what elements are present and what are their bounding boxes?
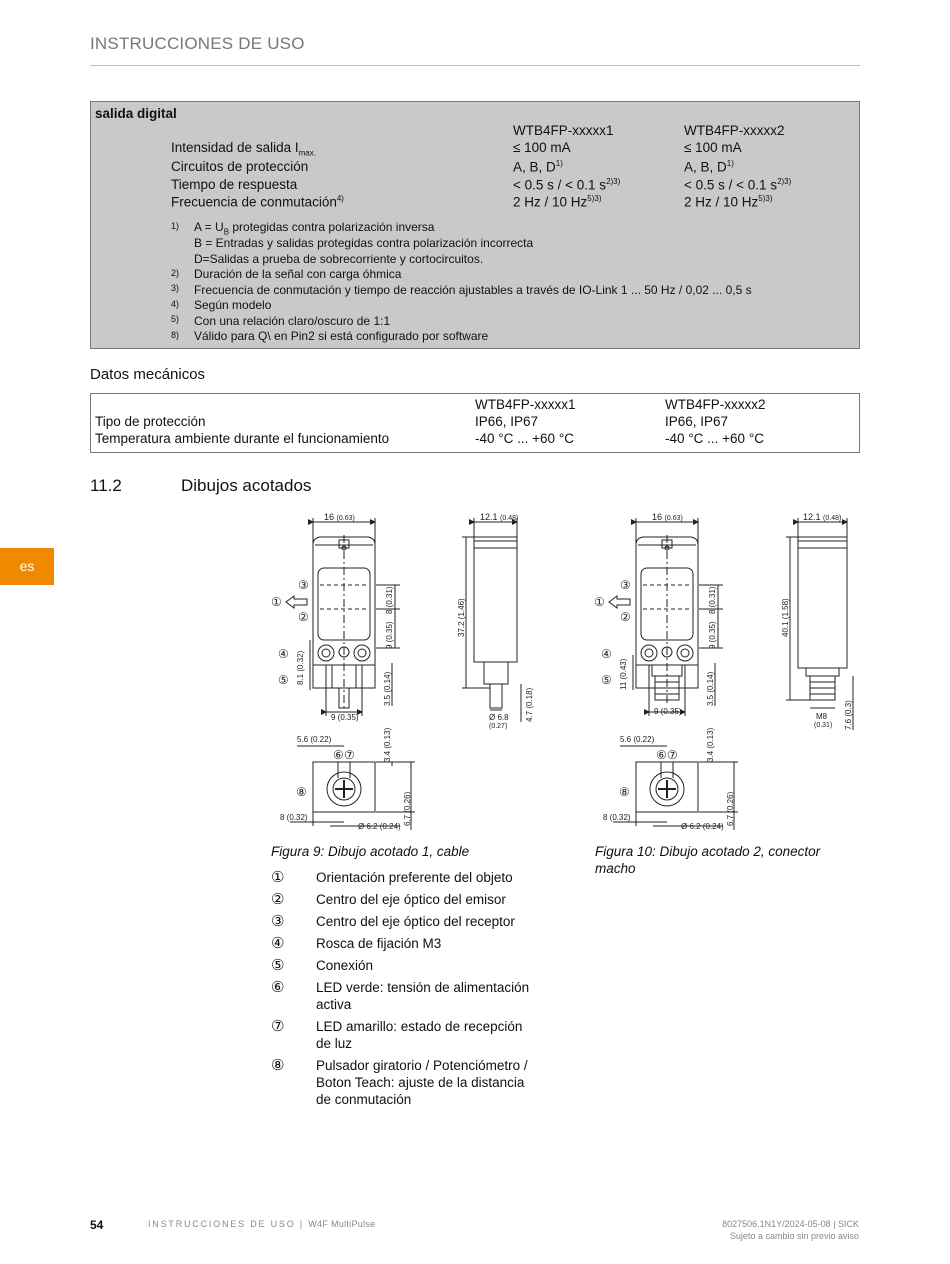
row-value: A, B, $D^{1)}$ <box>513 159 563 175</box>
row-value: -40 °C ... +60 °C <box>665 431 764 446</box>
marker-3: ③ <box>620 578 631 592</box>
dim-text: 9 (0.35) <box>708 621 717 649</box>
dim-text: 11 (0.43) <box>619 658 628 690</box>
dim-text: 12.1 (0.48) <box>480 512 519 522</box>
footnote-text: B = Entradas y salidas protegidas contra polarización incorrecta <box>194 236 534 250</box>
dim-text: 9 (0.35) <box>331 713 359 722</box>
row-value: 2 Hz / 10 $Hz^{5)3)}$ <box>513 194 602 210</box>
row-label-protection-circuits: Circuitos de protección <box>171 159 309 174</box>
footer-note: Sujeto a cambio sin previo aviso <box>729 1231 859 1241</box>
legend-number: ① <box>271 868 285 886</box>
legend-text: Rosca de fijación M3 <box>316 936 442 951</box>
col-header-1: WTB4FP-xxxxx1 <box>513 123 614 138</box>
dim-text: 3.4 (0.13) <box>706 727 715 762</box>
footnote-text: Con una relación claro/oscuro de 1:1 <box>194 314 391 328</box>
dim-text: 6.7 (0.26) <box>726 791 735 826</box>
legend-number: ③ <box>271 912 285 930</box>
marker-8: ⑧ <box>619 785 630 799</box>
legend-text: Conexión <box>316 958 374 973</box>
language-tab[interactable]: es <box>0 548 54 585</box>
dim-text: (0.31) <box>814 722 833 729</box>
legend-number: ⑤ <box>271 956 285 974</box>
marker-7: ⑦ <box>667 748 678 762</box>
col-header-1: WTB4FP-xxxxx1 <box>475 397 576 412</box>
figure-10-caption-line2: macho <box>595 861 636 876</box>
dim-text: Ø 6.2 (0.24) <box>358 822 401 831</box>
footer-reference: 8027506.1N1Y/2024-05-08 | SICK <box>722 1219 859 1229</box>
row-value: 2 Hz / 10 $Hz^{5)3)}$ <box>684 194 773 210</box>
dim-text: 7.6 (0.3) <box>844 700 853 730</box>
row-value: IP66, IP67 <box>475 414 539 429</box>
dim-text: 5.6 (0.22) <box>620 735 655 744</box>
dim-text: Ø 6.8 <box>489 713 509 722</box>
marker-8: ⑧ <box>296 785 307 799</box>
marker-6: ⑥ <box>333 748 344 762</box>
figure-9-caption: Figura 9: Dibujo acotado 1, cable <box>271 844 470 859</box>
drawing2-side <box>786 518 853 730</box>
footnote-text: Según modelo <box>194 298 272 312</box>
footnote-text: D=Salidas a prueba de sobrecorriente y cortocircuitos. <box>194 252 484 266</box>
dim-text: 37.2 (1.46) <box>457 598 466 637</box>
section-title: Dibujos acotados <box>181 476 312 495</box>
marker-1: ① <box>271 595 282 609</box>
row-value: < 0.5 s / < 0.1 $s^{2)3)}$ <box>684 177 792 193</box>
legend-number: ⑧ <box>271 1056 285 1074</box>
dim-text: 40.1 (1.58) <box>781 598 790 637</box>
row-value: ≤ 100 mA <box>684 140 742 155</box>
drawing1-side <box>462 518 521 722</box>
dim-text: 12.1 (0.48) <box>803 512 842 522</box>
legend-number: ② <box>271 890 285 908</box>
dim-text: 3.5 (0.14) <box>706 671 715 706</box>
legend-text: de luz <box>316 1036 353 1051</box>
marker-2: ② <box>620 610 631 624</box>
dim-text: 16 (0.63) <box>652 512 683 522</box>
footnote-number: 8) <box>171 330 180 340</box>
footnote-number: 5) <box>171 314 180 324</box>
legend-text: de conmutación <box>316 1092 412 1107</box>
col-header-2: WTB4FP-xxxxx2 <box>665 397 766 412</box>
legend-text: LED amarillo: estado de recepción <box>316 1019 523 1034</box>
dim-text: M8 <box>816 712 828 721</box>
marker-4: ④ <box>601 647 612 661</box>
marker-5: ⑤ <box>278 673 289 687</box>
marker-7: ⑦ <box>344 748 355 762</box>
legend-text: Centro del eje óptico del emisor <box>316 892 506 907</box>
mechanical-data-title: Datos mecánicos <box>90 366 206 383</box>
marker-6: ⑥ <box>656 748 667 762</box>
marker-5: ⑤ <box>601 673 612 687</box>
footnote-number: 4) <box>171 299 180 309</box>
digital-output-title: salida digital <box>95 106 177 121</box>
dim-text: 8 (0.32) <box>603 813 631 822</box>
dim-text: 3.5 (0.14) <box>383 671 392 706</box>
footnote-text: Duración de la señal con carga óhmica <box>194 267 402 281</box>
row-label-response-time: Tiempo de respuesta <box>171 177 298 192</box>
legend-text: Pulsador giratorio / Potenciómetro / <box>316 1058 528 1073</box>
dim-text: 4.7 (0.18) <box>525 687 534 722</box>
dim-text: 8 (0.31) <box>708 586 717 614</box>
row-value: A, B, $D^{1)}$ <box>684 159 734 175</box>
row-label-protection-type: Tipo de protección <box>95 414 206 429</box>
legend-number: ④ <box>271 934 285 952</box>
marker-4: ④ <box>278 647 289 661</box>
dim-text: 6.7 (0.26) <box>403 791 412 826</box>
row-value: -40 °C ... +60 °C <box>475 431 574 446</box>
footnote-number: 1) <box>171 221 180 231</box>
footnote-text: Válido para Q\ en Pin2 si está configurado por software <box>194 329 489 343</box>
section-number: 11.2 <box>90 476 122 495</box>
dim-text: 8.1 (0.32) <box>296 650 305 685</box>
row-value: < 0.5 s / < 0.1 $s^{2)3)}$ <box>513 177 621 193</box>
footnote-number: 3) <box>171 283 180 293</box>
legend-text: activa <box>316 997 352 1012</box>
legend-text: Orientación preferente del objeto <box>316 870 513 885</box>
dim-text: 8 (0.31) <box>385 586 394 614</box>
footnote-text: Frecuencia de conmutación y tiempo de reacción ajustables a través de IO-Link 1 ... 50 Hz / 0,02 ... 0,5 s <box>194 283 752 297</box>
marker-2: ② <box>298 610 309 624</box>
legend-number: ⑦ <box>271 1017 285 1035</box>
legend-text: LED verde: tensión de alimentación <box>316 980 530 995</box>
dim-text: 5.6 (0.22) <box>297 735 332 744</box>
footer-doc-title: INSTRUCCIONES DE USO | W4F MultiPulse <box>148 1219 376 1229</box>
footnote-text: $A = U_B$ protegidas contra polarización inversa <box>194 220 435 237</box>
dim-text: 9 (0.35) <box>654 707 682 716</box>
col-header-2: WTB4FP-xxxxx2 <box>684 123 785 138</box>
marker-1: ① <box>594 595 605 609</box>
page-number: 54 <box>90 1218 104 1232</box>
dim-text: 8 (0.32) <box>280 813 308 822</box>
dim-text: 3.4 (0.13) <box>383 727 392 762</box>
row-value: ≤ 100 mA <box>513 140 571 155</box>
marker-3: ③ <box>298 578 309 592</box>
dim-text: 9 (0.35) <box>385 621 394 649</box>
row-value: IP66, IP67 <box>665 414 729 429</box>
legend-text: Boton Teach: ajuste de la distancia <box>316 1075 525 1090</box>
dim-text: Ø 6.2 (0.24) <box>681 822 724 831</box>
dim-text: 16 (0.63) <box>324 512 355 522</box>
dim-text: (0.27) <box>489 723 508 730</box>
page-header-title: INSTRUCCIONES DE USO <box>90 34 305 53</box>
row-label-output-current: Intensidad de salida $I_{max.}$ <box>171 140 316 158</box>
legend-text: Centro del eje óptico del receptor <box>316 914 515 929</box>
figure-10-caption-line1: Figura 10: Dibujo acotado 2, conector <box>595 844 821 859</box>
footnote-number: 2) <box>171 268 180 278</box>
row-label-ambient-temperature: Temperatura ambiente durante el funcionamiento <box>95 431 390 446</box>
row-label-switching-frequency: Frecuencia de conmutación$^{4)}$ <box>171 194 344 210</box>
legend-number: ⑥ <box>271 978 285 996</box>
